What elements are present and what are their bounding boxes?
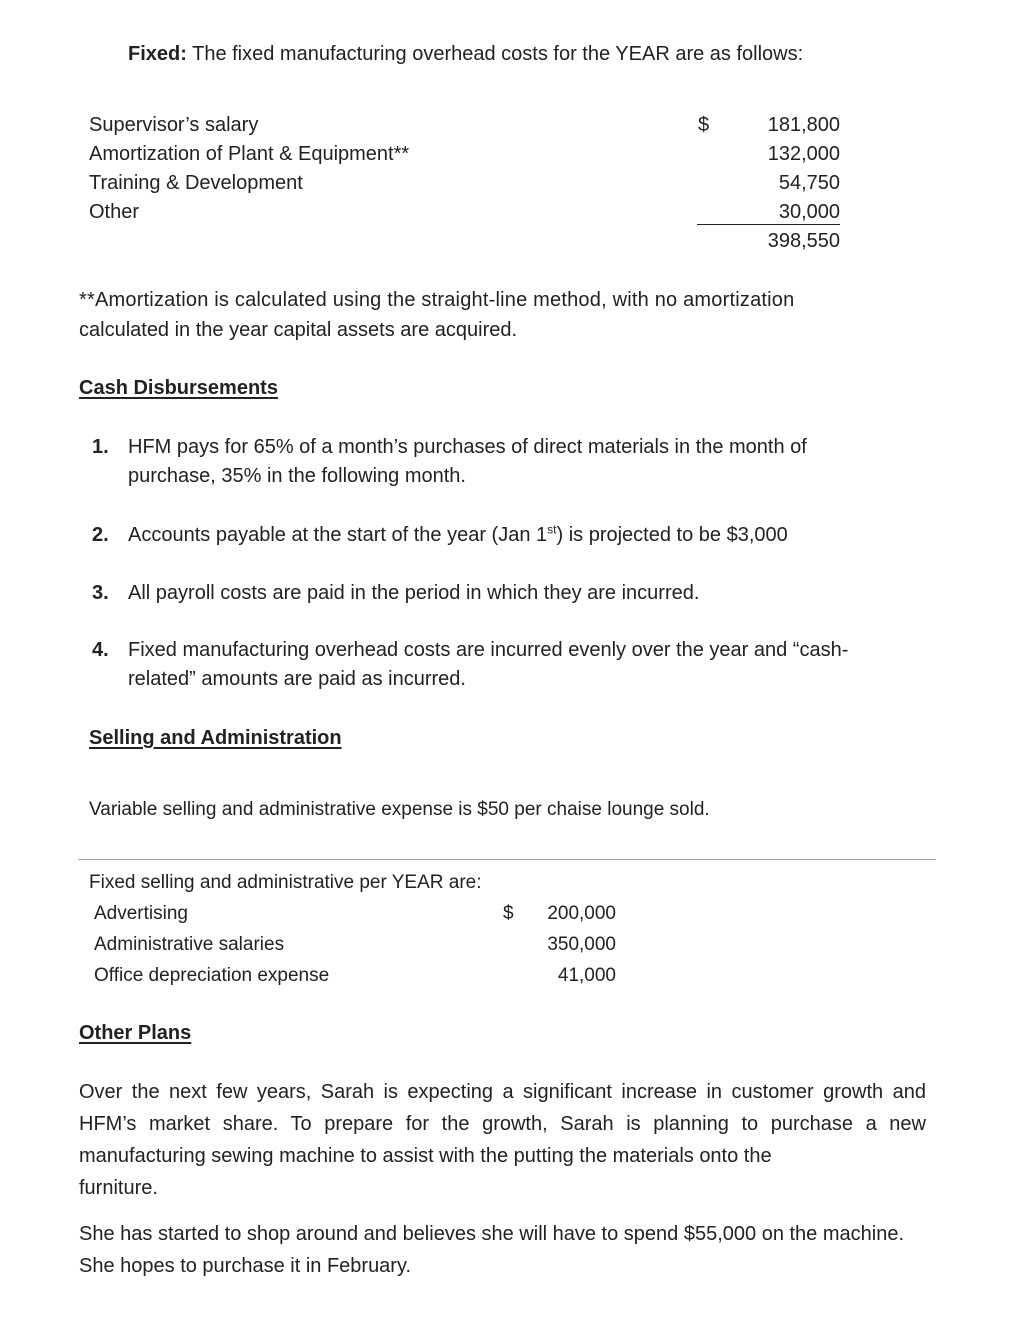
list-item-line: HFM pays for 65% of a month’s purchases of direct materials in the month of	[128, 436, 807, 458]
list-number: 4.	[92, 639, 109, 661]
overhead-item-amount: 30,000	[778, 201, 840, 223]
selling-item-label: Administrative salaries	[94, 934, 285, 955]
machine-purchase-line: She hopes to purchase it in February.	[79, 1255, 412, 1277]
list-item-line: Fixed manufacturing overhead costs are incurred evenly over the year and “cash-	[128, 639, 849, 661]
variable-expense-text: Variable selling and administrative expense is $50 per chaise lounge sold.	[89, 799, 710, 820]
selling-item-label: Office depreciation expense	[94, 965, 330, 986]
list-item-text: ) is projected to be $3,000	[556, 524, 788, 546]
cash-disbursements-title: Cash Disbursements	[79, 377, 278, 399]
overhead-item-label: Amortization of Plant & Equipment**	[89, 143, 410, 165]
other-plans-paragraph	[79, 1076, 926, 1204]
overhead-item-label: Other	[89, 201, 140, 223]
machine-purchase-line: She has started to shop around and believes she will have to spend $55,000 on the machine.	[79, 1223, 905, 1245]
paragraph-text: furniture.	[79, 1177, 158, 1199]
selling-admin-title: Selling and Administration	[89, 727, 342, 749]
list-item-line	[128, 521, 788, 550]
list-number: 1.	[92, 436, 109, 458]
list-number: 2.	[92, 524, 109, 546]
list-item-text: Accounts payable at the start of the year (Jan 1	[128, 524, 548, 546]
ordinal-suffix: st	[547, 522, 557, 537]
overhead-item-amount: 132,000	[767, 143, 840, 165]
list-number: 3.	[92, 582, 109, 604]
heading-text: The fixed manufacturing overhead costs for the YEAR are as follows:	[186, 43, 804, 65]
selling-item-label: Advertising	[94, 903, 188, 924]
overhead-item-amount: 54,750	[778, 172, 840, 194]
fixed-selling-heading: Fixed selling and administrative per YEAR are:	[89, 872, 482, 893]
overhead-item-amount: 181,800	[767, 114, 840, 136]
amortization-footnote-line: calculated in the year capital assets are acquired.	[79, 319, 518, 341]
list-item-line: purchase, 35% in the following month.	[128, 465, 466, 487]
overhead-item-label: Supervisor’s salary	[89, 114, 259, 136]
heading-label: Fixed:	[128, 43, 187, 65]
selling-item-amount: 41,000	[557, 965, 616, 986]
fixed-overhead-heading	[128, 42, 803, 66]
other-plans-title: Other Plans	[79, 1022, 192, 1044]
list-item-line: All payroll costs are paid in the period in which they are incurred.	[128, 582, 700, 604]
total-rule	[697, 224, 840, 225]
paragraph-text: Over the next few years, Sarah is expecting a significant increase in customer growth and HFM’s market share. To prepare for the growth, Sarah is planning to purchase a new manufacturing sewing machine to assist with the putting the materials onto the	[79, 1081, 926, 1167]
overhead-item-label: Training & Development	[89, 172, 303, 194]
amortization-footnote-line: **Amortization is calculated using the straight-line method, with no amortization	[79, 289, 795, 311]
currency-symbol: $	[503, 903, 514, 924]
section-divider	[78, 859, 936, 860]
overhead-total: 398,550	[767, 230, 840, 252]
selling-item-amount: 350,000	[547, 934, 616, 955]
selling-item-amount: 200,000	[547, 903, 616, 924]
currency-symbol: $	[698, 114, 710, 136]
list-item-line: related” amounts are paid as incurred.	[128, 668, 466, 690]
